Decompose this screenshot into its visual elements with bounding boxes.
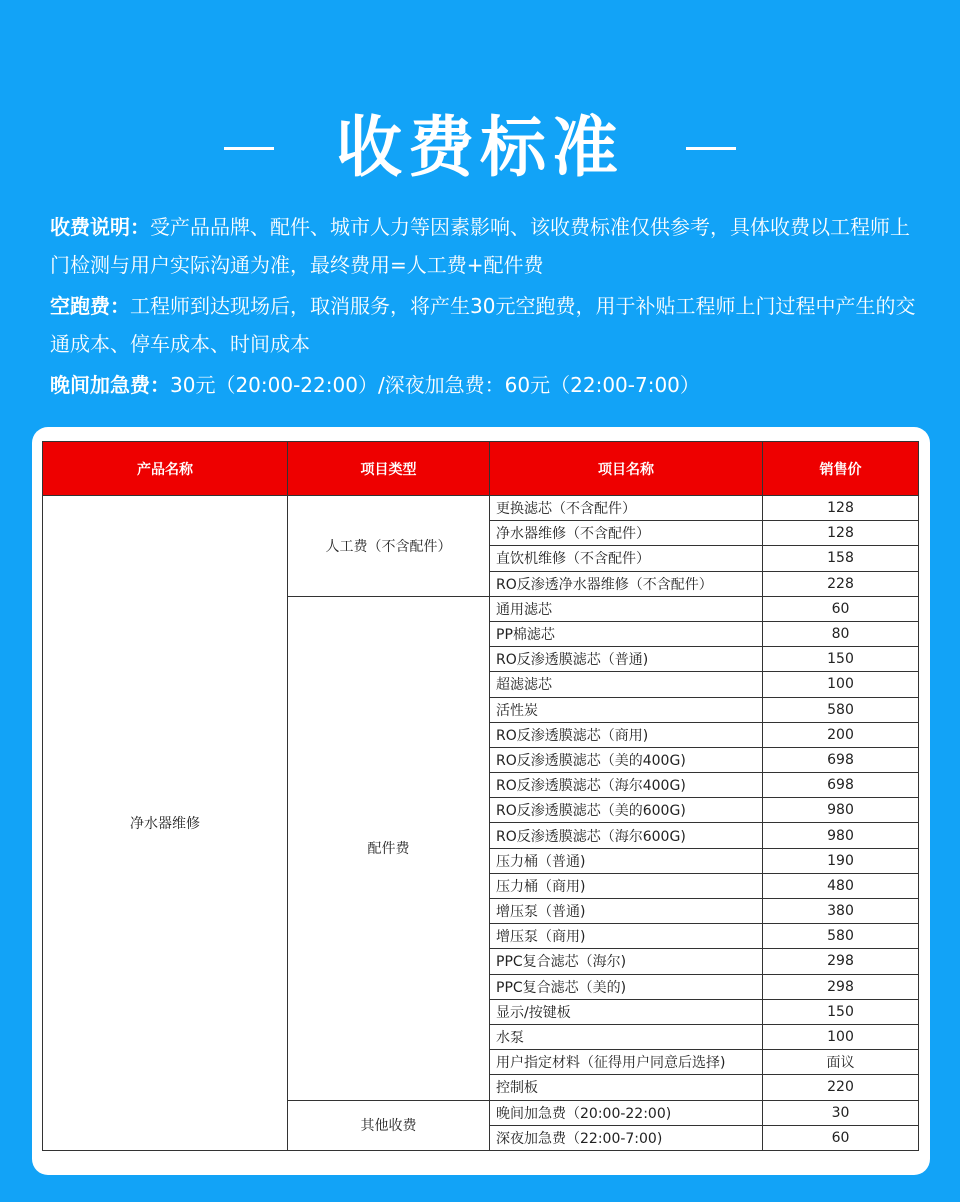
title-dash-left bbox=[224, 147, 274, 150]
item-name-cell: 晚间加急费（20:00-22:00) bbox=[490, 1100, 763, 1125]
price-cell: 80 bbox=[763, 621, 919, 646]
note-fee-description bbox=[50, 208, 920, 284]
item-name-cell: RO反渗透膜滤芯（美的400G) bbox=[490, 747, 763, 772]
item-name-cell: 深夜加急费（22:00-7:00) bbox=[490, 1125, 763, 1150]
item-name-cell: RO反渗透净水器维修（不含配件） bbox=[490, 571, 763, 596]
item-name-cell: 增压泵（普通) bbox=[490, 899, 763, 924]
item-name-cell: RO反渗透膜滤芯（美的600G) bbox=[490, 798, 763, 823]
item-name-cell: 通用滤芯 bbox=[490, 596, 763, 621]
product-name-cell: 净水器维修 bbox=[43, 496, 288, 1151]
item-name-cell: PP棉滤芯 bbox=[490, 621, 763, 646]
item-name-cell: 直饮机维修（不含配件） bbox=[490, 546, 763, 571]
price-cell: 698 bbox=[763, 747, 919, 772]
item-name-cell: PPC复合滤芯（美的) bbox=[490, 974, 763, 999]
table-header-row bbox=[43, 442, 919, 496]
price-cell: 128 bbox=[763, 496, 919, 521]
item-name-cell: RO反渗透膜滤芯（海尔600G) bbox=[490, 823, 763, 848]
title-dash-right bbox=[686, 147, 736, 150]
note-text: 30元（20:00-22:00）/深夜加急费：60元（22:00-7:00） bbox=[170, 373, 700, 397]
item-name-cell: 控制板 bbox=[490, 1075, 763, 1100]
price-cell: 150 bbox=[763, 999, 919, 1024]
note-text: 工程师到达现场后，取消服务，将产生30元空跑费，用于补贴工程师上门过程中产生的交通成本、停车成本、时间成本 bbox=[50, 294, 916, 356]
price-cell: 128 bbox=[763, 521, 919, 546]
item-name-cell: PPC复合滤芯（海尔) bbox=[490, 949, 763, 974]
item-name-cell: 更换滤芯（不含配件） bbox=[490, 496, 763, 521]
item-name-cell: 增压泵（商用) bbox=[490, 924, 763, 949]
price-cell: 980 bbox=[763, 823, 919, 848]
item-name-cell: RO反渗透膜滤芯（普通) bbox=[490, 647, 763, 672]
price-cell: 298 bbox=[763, 949, 919, 974]
price-cell: 480 bbox=[763, 873, 919, 898]
price-cell: 698 bbox=[763, 773, 919, 798]
price-cell: 60 bbox=[763, 596, 919, 621]
price-cell: 158 bbox=[763, 546, 919, 571]
price-card bbox=[32, 427, 930, 1175]
note-empty-trip-fee bbox=[50, 287, 920, 363]
price-table bbox=[42, 441, 919, 1151]
item-name-cell: 水泵 bbox=[490, 1024, 763, 1049]
item-name-cell: 用户指定材料（征得用户同意后选择) bbox=[490, 1050, 763, 1075]
note-urgent-fee bbox=[50, 366, 920, 404]
item-type-cell: 配件费 bbox=[288, 596, 490, 1100]
price-cell: 150 bbox=[763, 647, 919, 672]
item-type-cell: 人工费（不含配件） bbox=[288, 496, 490, 597]
item-name-cell: 显示/按键板 bbox=[490, 999, 763, 1024]
price-cell: 380 bbox=[763, 899, 919, 924]
item-name-cell: 活性炭 bbox=[490, 697, 763, 722]
table-row bbox=[43, 496, 919, 521]
price-cell: 580 bbox=[763, 924, 919, 949]
header-price: 销售价 bbox=[763, 442, 919, 496]
note-label: 晚间加急费： bbox=[50, 373, 170, 397]
header-item-type: 项目类型 bbox=[288, 442, 490, 496]
note-label: 空跑费： bbox=[50, 294, 130, 318]
title-row bbox=[0, 108, 960, 188]
page-title: 收费标准 bbox=[336, 109, 624, 186]
price-cell: 30 bbox=[763, 1100, 919, 1125]
header-product-name: 产品名称 bbox=[43, 442, 288, 496]
table-body bbox=[43, 496, 919, 1151]
price-cell: 580 bbox=[763, 697, 919, 722]
price-cell: 面议 bbox=[763, 1050, 919, 1075]
note-text: 受产品品牌、配件、城市人力等因素影响、该收费标准仅供参考，具体收费以工程师上门检测与用户实际沟通为准，最终费用=人工费+配件费 bbox=[50, 215, 910, 277]
item-name-cell: 压力桶（普通) bbox=[490, 848, 763, 873]
price-cell: 190 bbox=[763, 848, 919, 873]
price-cell: 200 bbox=[763, 722, 919, 747]
item-name-cell: 净水器维修（不含配件） bbox=[490, 521, 763, 546]
price-cell: 100 bbox=[763, 1024, 919, 1049]
price-cell: 60 bbox=[763, 1125, 919, 1150]
price-cell: 980 bbox=[763, 798, 919, 823]
item-name-cell: RO反渗透膜滤芯（海尔400G) bbox=[490, 773, 763, 798]
item-name-cell: RO反渗透膜滤芯（商用) bbox=[490, 722, 763, 747]
header-item-name: 项目名称 bbox=[490, 442, 763, 496]
price-cell: 298 bbox=[763, 974, 919, 999]
item-name-cell: 压力桶（商用) bbox=[490, 873, 763, 898]
fee-notes bbox=[50, 208, 920, 404]
price-cell: 220 bbox=[763, 1075, 919, 1100]
note-label: 收费说明： bbox=[50, 215, 150, 239]
item-type-cell: 其他收费 bbox=[288, 1100, 490, 1150]
price-cell: 100 bbox=[763, 672, 919, 697]
price-cell: 228 bbox=[763, 571, 919, 596]
item-name-cell: 超滤滤芯 bbox=[490, 672, 763, 697]
